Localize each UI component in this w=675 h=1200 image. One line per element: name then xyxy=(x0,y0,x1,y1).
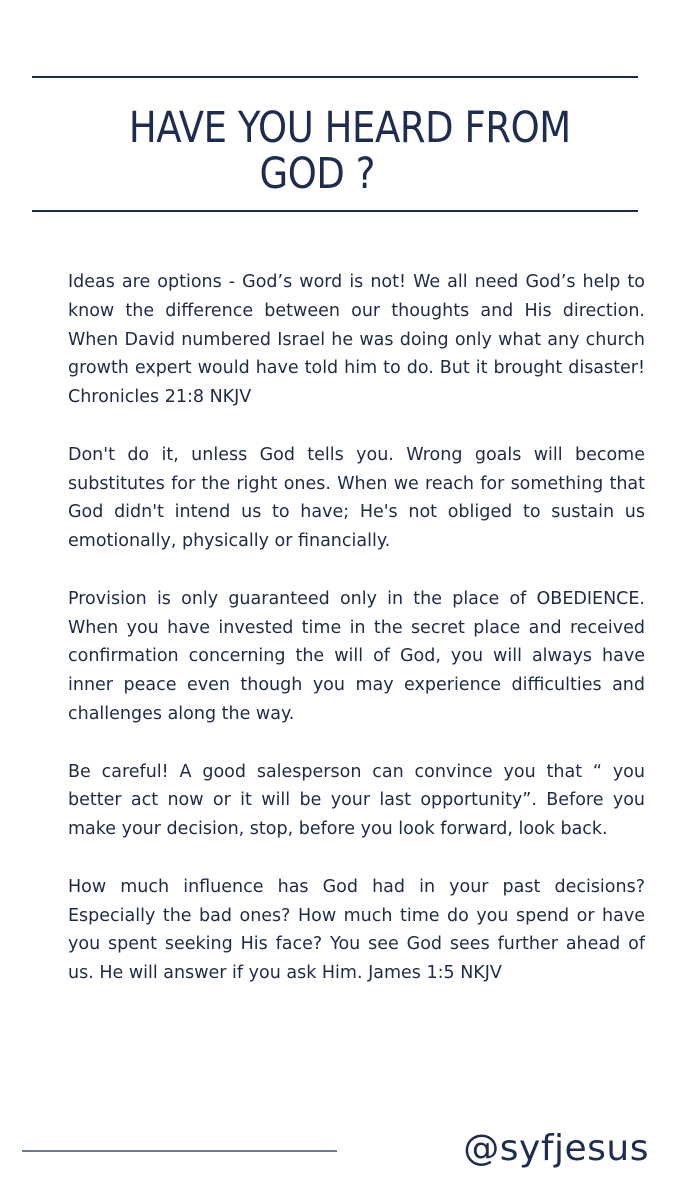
paragraph-5: How much influence has God had in your past decisions? Especially the bad ones? How much time do you spend or have you spent seeking His face? You see God sees further ahead of us. He will answer if you ask Him. James 1:5 NKJV xyxy=(68,876,645,984)
paragraph-1: Ideas are options - God’s word is not! We all need God’s help to know the difference between our thoughts and His direction. When David numbered Israel he was doing only what any church growth expert would have told him to do. But it brought disaster! Chronicles 21:8 NKJV xyxy=(68,272,645,408)
footer-divider xyxy=(22,1150,337,1152)
title-line-2: GOD ? xyxy=(259,149,376,199)
top-divider xyxy=(32,76,638,78)
page-title xyxy=(60,105,640,197)
paragraph-3: Provision is only guaranteed only in the place of OBEDIENCE. When you have invested time in the secret place and received confirmation concerning the will of God, you will always have inner peace even though you may experience difficulties and challenges along the way. xyxy=(68,588,645,724)
title-line-1: HAVE YOU HEARD FROM xyxy=(128,103,571,153)
title-bottom-divider xyxy=(32,210,638,212)
social-handle: @syfjesus xyxy=(463,1128,649,1169)
paragraph-2: Don't do it, unless God tells you. Wrong goals will become substitutes for the right ones. When we reach for something that God didn't intend us to have; He's not obliged to sustain us emotionally, physically or financially. xyxy=(68,444,645,552)
paragraph-4: Be careful! A good salesperson can convince you that “ you better act now or it will be your last opportunity”. Before you make your decision, stop, before you look forward, look back. xyxy=(68,761,645,840)
body-text xyxy=(68,268,645,1017)
